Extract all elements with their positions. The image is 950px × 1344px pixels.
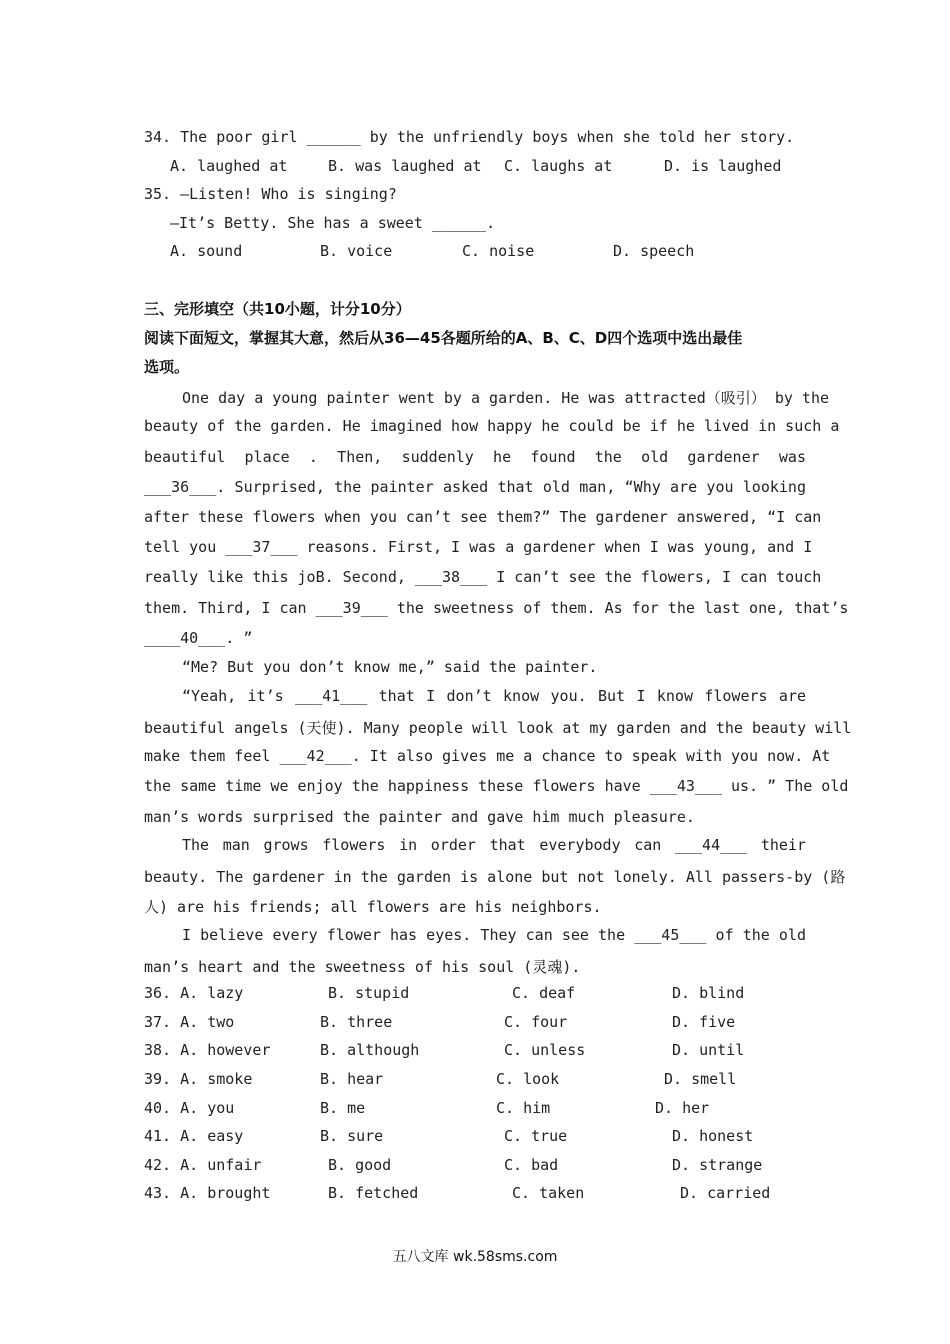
choice-41-a: 41. A. easy — [144, 1127, 244, 1145]
choice-42-c: C. bad — [504, 1156, 559, 1174]
choice-37-c: C. four — [504, 1013, 568, 1031]
choice-40-c: C. him — [496, 1099, 551, 1117]
passage-line: “Yeah, it’s ___41___ that I don’t know you. But I know flowers are — [182, 687, 806, 705]
passage-line: man’s heart and the sweetness of his soul (灵魂). — [144, 958, 581, 976]
choice-37-d: D. five — [672, 1013, 736, 1031]
section-3-instruction-line-2: 选项。 — [144, 358, 190, 376]
question-34-option-c: C. laughs at — [504, 157, 613, 175]
question-35-option-a: A. sound — [170, 242, 243, 260]
question-35-option-b: B. voice — [320, 242, 393, 260]
passage-line: 人) are his friends; all flowers are his neighbors. — [144, 898, 602, 916]
choice-38-d: D. until — [672, 1041, 745, 1059]
question-34-option-a: A. laughed at — [170, 157, 288, 175]
choice-40-d: D. her — [655, 1099, 710, 1117]
passage-line: beauty. The gardener in the garden is alone but not lonely. All passers-by (路 — [144, 868, 846, 886]
passage-line: the same time we enjoy the happiness these flowers have ___43___ us. ” The old — [144, 777, 849, 795]
question-35-option-c: C. noise — [462, 242, 535, 260]
passage-line: I believe every flower has eyes. They can see the ___45___ of the old — [182, 926, 806, 944]
passage-line: “Me? But you don’t know me,” said the painter. — [182, 658, 598, 676]
passage-line: beautiful place . Then, suddenly he found the old gardener was — [144, 448, 806, 466]
choice-40-a: 40. A. you — [144, 1099, 235, 1117]
choice-39-d: D. smell — [664, 1070, 737, 1088]
choice-38-c: C. unless — [504, 1041, 586, 1059]
choice-40-b: B. me — [320, 1099, 366, 1117]
passage-line: beauty of the garden. He imagined how happy he could be if he lived in such a — [144, 417, 840, 435]
question-35-stem-1: 35. —Listen! Who is singing? — [144, 185, 397, 203]
passage-line: tell you ___37___ reasons. First, I was a gardener when I was young, and I — [144, 538, 813, 556]
question-34-option-b: B. was laughed at — [328, 157, 482, 175]
choice-36-a: 36. A. lazy — [144, 984, 244, 1002]
choice-39-b: B. hear — [320, 1070, 384, 1088]
choice-42-b: B. good — [328, 1156, 392, 1174]
choice-42-d: D. strange — [672, 1156, 763, 1174]
choice-43-a: 43. A. brought — [144, 1184, 271, 1202]
section-3-instruction-line-1: 阅读下面短文，掌握其大意，然后从36—45各题所给的A、B、C、D四个选项中选出最佳 — [144, 329, 743, 347]
passage-line: The man grows flowers in order that everybody can ___44___ their — [182, 836, 806, 854]
question-35-option-d: D. speech — [613, 242, 695, 260]
choice-39-a: 39. A. smoke — [144, 1070, 253, 1088]
choice-36-c: C. deaf — [512, 984, 576, 1002]
passage-line: really like this joB. Second, ___38___ I can’t see the flowers, I can touch — [144, 568, 822, 586]
question-35-stem-2: —It’s Betty. She has a sweet ______. — [170, 214, 496, 232]
passage-line: make them feel ___42___. It also gives me a chance to speak with you now. At — [144, 747, 831, 765]
choice-36-b: B. stupid — [328, 984, 410, 1002]
passage-line: them. Third, I can ___39___ the sweetness of them. As for the last one, that’s — [144, 599, 849, 617]
passage-line: man’s words surprised the painter and gave him much pleasure. — [144, 808, 695, 826]
choice-43-c: C. taken — [512, 1184, 585, 1202]
choice-37-b: B. three — [320, 1013, 393, 1031]
passage-line: after these flowers when you can’t see them?” The gardener answered, “I can — [144, 508, 822, 526]
passage-line: ____40___. ” — [144, 629, 253, 647]
choice-38-b: B. although — [320, 1041, 420, 1059]
passage-line: One day a young painter went by a garden. He was attracted（吸引） by the — [182, 389, 829, 407]
passage-line: ___36___. Surprised, the painter asked that old man, “Why are you looking — [144, 478, 806, 496]
choice-37-a: 37. A. two — [144, 1013, 235, 1031]
choice-38-a: 38. A. however — [144, 1041, 271, 1059]
section-3-title: 三、完形填空（共10小题，计分10分） — [144, 300, 411, 318]
question-34-stem: 34. The poor girl ______ by the unfriendly boys when she told her story. — [144, 128, 795, 146]
choice-39-c: C. look — [496, 1070, 560, 1088]
choice-36-d: D. blind — [672, 984, 745, 1002]
choice-41-c: C. true — [504, 1127, 568, 1145]
choice-43-b: B. fetched — [328, 1184, 419, 1202]
question-34-option-d: D. is laughed — [664, 157, 782, 175]
choice-41-b: B. sure — [320, 1127, 384, 1145]
choice-42-a: 42. A. unfair — [144, 1156, 262, 1174]
choice-41-d: D. honest — [672, 1127, 754, 1145]
page-footer: 五八文库 wk.58sms.com — [392, 1249, 558, 1265]
choice-43-d: D. carried — [680, 1184, 771, 1202]
passage-line: beautiful angels (天使). Many people will look at my garden and the beauty will — [144, 719, 852, 737]
